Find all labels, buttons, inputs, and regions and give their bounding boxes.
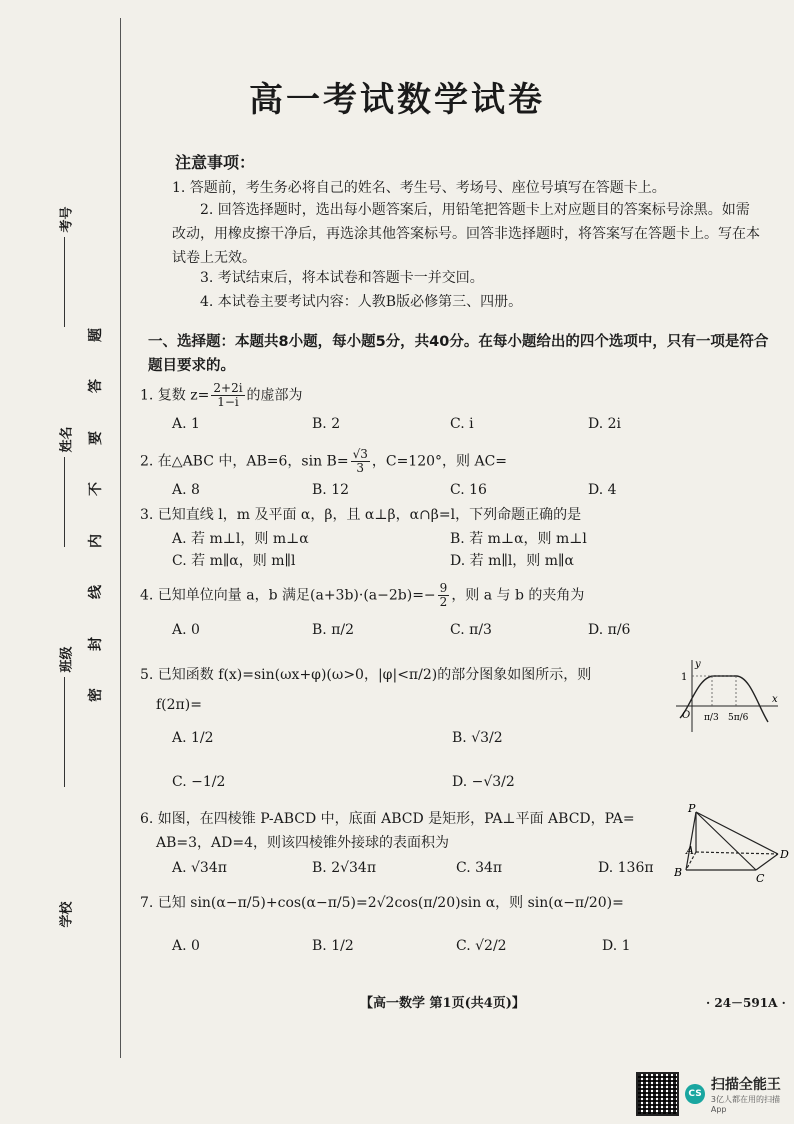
option-c: C. 16	[450, 482, 487, 498]
notice-item: 2. 回答选择题时，选出每小题答案后，用铅笔把答题卡上对应题目的答案标号涂黑。如需改动，用橡皮擦干净后，再选涂其他答案标号。回答非选择题时，将答案写在答题卡上。写在本试卷上无效。	[172, 202, 760, 266]
notice-item: 3. 考试结束后，将本试卷和答题卡一并交回。	[200, 270, 484, 286]
seal-char: 不	[88, 482, 104, 497]
seal-line-text	[82, 325, 108, 705]
class-label: 班级	[59, 646, 75, 673]
question-5-cont: f(2π)=	[156, 697, 202, 713]
notice-item: 1. 答题前，考生务必将自己的姓名、考生号、考场号、座位号填写在答题卡上。	[172, 180, 666, 196]
sine-curve	[680, 676, 768, 722]
edge-pd	[696, 812, 778, 854]
seal-char: 要	[88, 430, 104, 445]
option-d: D. π/6	[588, 622, 631, 638]
watermark-sub: 3亿人都在用的扫描App	[710, 1095, 780, 1114]
binding-line	[120, 18, 121, 1058]
option-b: B. 2√34π	[312, 860, 377, 876]
option-d: D. 若 m∥l，则 m∥α	[450, 553, 574, 569]
origin-label: O	[682, 710, 691, 721]
option-a: A. 1	[172, 416, 200, 432]
option-a: A. 若 m⊥l，则 m⊥α	[172, 531, 309, 547]
school-label: 学校	[59, 901, 75, 928]
scanner-watermark	[636, 1072, 794, 1116]
seal-char: 密	[88, 687, 104, 702]
option-d: D. 1	[602, 938, 631, 954]
y-label: y	[695, 659, 701, 670]
option-d: D. 2i	[588, 416, 622, 432]
vertex-p: P	[688, 802, 696, 815]
page-title: 高一考试数学试卷	[249, 80, 545, 120]
notice-item: 4. 本试卷主要考试内容：人教B版必修第三、四册。	[200, 294, 523, 310]
question-4: 4. 已知单位向量 a，b 满足(a+3b)·(a−2b)=− $\frac{9}{2}$ ，则 a 与 b 的夹角为	[140, 581, 585, 609]
seal-char: 题	[88, 328, 104, 342]
sine-graph	[672, 656, 782, 736]
qr-code	[636, 1072, 679, 1116]
option-b: B. π/2	[312, 622, 355, 638]
exam-no-label: 考号	[59, 206, 75, 233]
option-a: A. 1/2	[172, 730, 214, 746]
question-3: 3. 已知直线 l，m 及平面 α，β，且 α⊥β，α∩β=l，下列命题正确的是	[140, 507, 582, 523]
option-b: B. 若 m⊥α，则 m⊥l	[450, 531, 587, 547]
option-a: A. 8	[172, 482, 200, 498]
seal-char: 内	[88, 533, 104, 548]
y-tick: 1	[681, 672, 688, 683]
vertex-b: B	[674, 866, 683, 879]
option-a: A. 0	[172, 622, 200, 638]
x-label: x	[772, 694, 778, 705]
option-d: D. 136π	[598, 860, 654, 876]
exam-no-line[interactable]	[64, 237, 66, 327]
option-c: C. −1/2	[172, 774, 226, 790]
question-2: 2. 在△ABC 中，AB=6，sin B= $\frac{√3}{3}$ ，C=120°，则 AC=	[140, 447, 508, 475]
edge-pc	[696, 812, 756, 870]
seal-char: 封	[88, 636, 104, 651]
option-c: C. √2/2	[456, 938, 507, 954]
question-1: 1. 复数 z= $\frac{2+2i}{1-i}$ 的虚部为	[140, 381, 303, 409]
camscanner-logo-icon: CS	[685, 1084, 705, 1104]
question-5: 5. 已知函数 f(x)=sin(ωx+φ)(ω>0，|φ|<π/2)的部分图象如图所示，则	[140, 667, 592, 683]
option-c: C. i	[450, 416, 474, 432]
option-b: B. 1/2	[312, 938, 354, 954]
option-b: B. 2	[312, 416, 341, 432]
option-d: D. −√3/2	[452, 774, 515, 790]
option-d: D. 4	[588, 482, 617, 498]
option-a: A. 0	[172, 938, 200, 954]
vertex-d: D	[780, 848, 789, 861]
question-6: 6. 如图，在四棱锥 P-ABCD 中，底面 ABCD 是矩形，PA⊥平面 ABCD，PA=	[140, 811, 635, 827]
name-line[interactable]	[64, 457, 66, 547]
vertex-c: C	[756, 872, 765, 884]
x-tick: π/3	[704, 713, 719, 723]
watermark-name: 扫描全能王	[710, 1077, 781, 1093]
question-7: 7. 已知 sin(α−π/5)+cos(α−π/5)=2√2cos(π/20)sin α，则 sin(α−π/20)=	[140, 895, 624, 911]
pyramid-figure	[674, 802, 792, 884]
option-a: A. √34π	[172, 860, 227, 876]
option-c: C. π/3	[450, 622, 492, 638]
exam-code: · 24－591A ·	[706, 996, 786, 1010]
option-c: C. 34π	[456, 860, 503, 876]
option-b: B. 12	[312, 482, 350, 498]
name-label: 姓名	[59, 426, 75, 453]
exam-no-field	[40, 206, 90, 327]
seal-char: 答	[88, 379, 104, 394]
page-footer: 【高一数学 第1页(共4页)】	[360, 996, 525, 1011]
option-c: C. 若 m∥α，则 m∥l	[172, 553, 296, 569]
edge-cd	[756, 854, 778, 870]
section-heading: 一、选择题：本题共8小题，每小题5分，共40分。在每小题给出的四个选项中，只有一项是符合题目要求的。	[148, 334, 769, 374]
class-line[interactable]	[64, 677, 66, 787]
notice-heading: 注意事项：	[175, 153, 256, 172]
school-field	[40, 901, 90, 928]
vertex-a: A	[686, 844, 694, 857]
seal-char: 线	[88, 585, 104, 600]
option-b: B. √3/2	[452, 730, 503, 746]
x-tick: 5π/6	[728, 713, 749, 723]
question-6-cont: AB=3，AD=4，则该四棱锥外接球的表面积为	[156, 835, 450, 851]
